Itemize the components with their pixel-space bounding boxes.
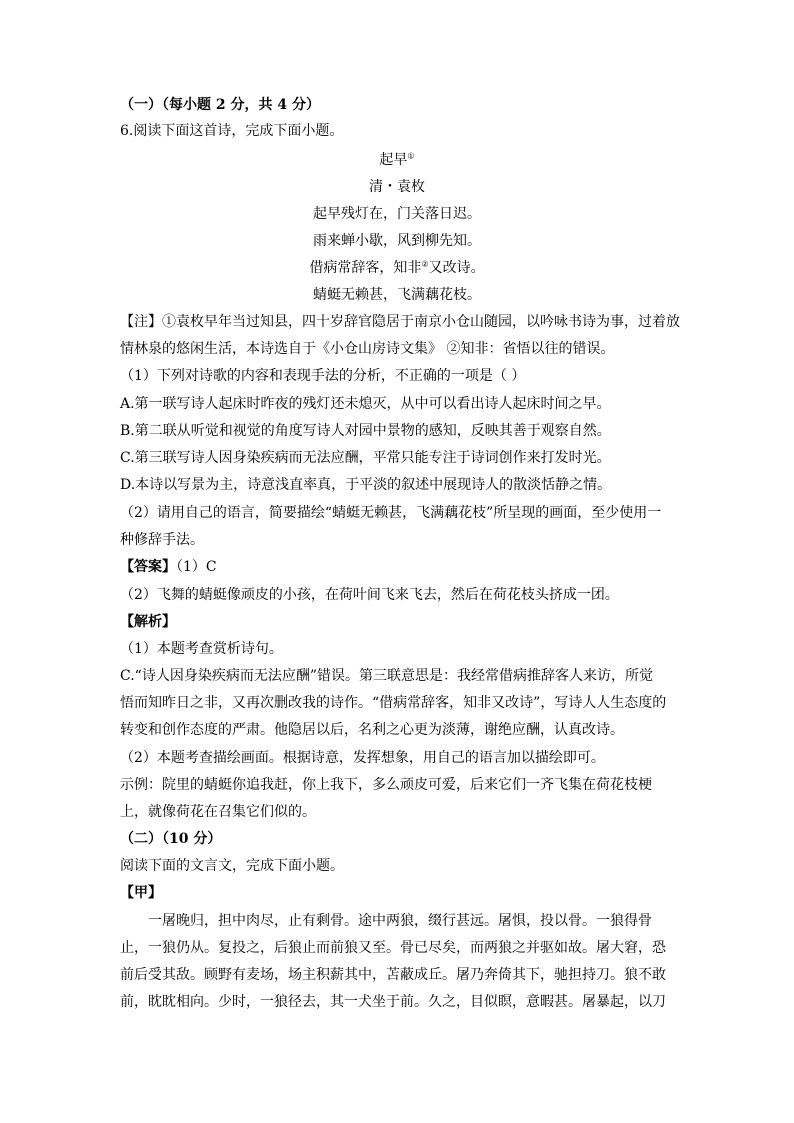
section1-header: （一）（每小题 2 分，共 4 分） — [120, 97, 320, 113]
question-2-line-2: 种修辞手法。 — [120, 532, 204, 548]
poem-title-text: 起早 — [379, 152, 408, 168]
analysis-line-5: （2）本题考查描绘画面。根据诗意，发挥想象，用自己的语言加以描绘即可。 — [120, 750, 605, 766]
section2-prompt: 阅读下面的文言文，完成下面小题。 — [120, 858, 344, 874]
poem-author: 清・袁枚 — [369, 179, 425, 195]
analysis-line-4: 转变和创作态度的严肃。他隐居以后，名利之心更为淡薄，谢绝应酬，认真改诗。 — [120, 722, 624, 738]
passage-line-3: 前后受其敌。顾野有麦场，场主积薪其中，苫蔽成丘。屠乃奔倚其下，驰担持刀。狼不敢 — [120, 967, 666, 983]
question-1-option-b: B.第二联从听觉和视觉的角度写诗人对园中景物的感知，反映其善于观察自然。 — [120, 423, 611, 439]
poem-line-1: 起早残灯在，门关落日迟。 — [313, 206, 481, 222]
poem-line-3-part-a: 借病常辞客，知非 — [309, 260, 422, 276]
poem-line-3 — [0, 258, 794, 278]
section2-header: （二）（10 分） — [120, 831, 222, 847]
question-1-option-c: C.第三联写诗人因身染疾病而无法应酬，平常只能专注于诗词创作来打发时光。 — [120, 450, 611, 466]
analysis-label: 【解析】 — [120, 614, 176, 630]
passage-line-2: 止，一狼仍从。复投之，后狼止而前狼又至。骨已尽矣，而两狼之并驱如故。屠大窘，恐 — [120, 940, 666, 956]
answer-1: （1）C — [176, 559, 217, 575]
passage-line-4: 前，眈眈相向。少时，一狼径去，其一犬坐于前。久之，目似瞑，意暇甚。屠暴起，以刀 — [120, 994, 666, 1010]
analysis-line-2: C.“诗人因身染疾病而无法应酬”错误。第三联意思是：我经常借病推辞客人来访，所觉 — [120, 668, 653, 684]
passage-line-1: 一屠晚归，担中肉尽，止有剩骨。途中两狼，缀行甚远。屠惧，投以骨。一狼得骨 — [148, 913, 652, 929]
analysis-line-6: 示例：院里的蜻蜓你追我赶，你上我下，多么顽皮可爱，后来它们一齐飞集在荷花枝梗 — [120, 777, 652, 793]
section1-prompt: 6.阅读下面这首诗，完成下面小题。 — [120, 123, 344, 139]
note-line-1: 【注】①袁枚早年当过知县，四十岁辞官隐居于南京小仓山随园，以吟咏书诗为事，过着放 — [120, 314, 680, 330]
poem-line-4: 蜻蜓无赖甚，飞满藕花枝。 — [313, 287, 481, 303]
poem-line-3-part-b: 又改诗。 — [428, 260, 485, 276]
note-line-2: 情林泉的悠闲生活，本诗选自于《小仓山房诗文集》 ②知非：省悟以往的错误。 — [120, 341, 615, 357]
analysis-line-3: 悟而知昨日之非，又再次删改我的诗作。“借病常辞客，知非又改诗”，写诗人人生态度的 — [120, 695, 667, 711]
answer-label: 【答案】 — [120, 559, 176, 575]
section2-jia-label: 【甲】 — [120, 885, 162, 901]
poem-line-2: 雨来蝉小歇，风到柳先知。 — [313, 233, 481, 249]
poem-line-3-note-mark: ② — [421, 259, 429, 269]
answer-2: （2）飞舞的蜻蜓像顽皮的小孩，在荷叶间飞来飞去，然后在荷花枝头挤成一团。 — [120, 587, 619, 603]
poem-title-note-mark: ① — [407, 151, 415, 161]
question-1-stem: （1）下列对诗歌的内容和表现手法的分析，不正确的一项是（ ） — [120, 368, 526, 384]
question-1-option-d: D.本诗以写景为主，诗意浅直率真，于平淡的叙述中展现诗人的散淡恬静之情。 — [120, 477, 612, 493]
analysis-line-7: 上，就像荷花在召集它们似的。 — [120, 804, 316, 820]
analysis-line-1: （1）本题考查赏析诗句。 — [120, 641, 283, 657]
answer-line-1 — [120, 557, 680, 577]
question-1-option-a: A.第一联写诗人起床时昨夜的残灯还未熄灭，从中可以看出诗人起床时间之早。 — [120, 396, 611, 412]
poem-title — [0, 150, 794, 170]
question-2-line-1: （2）请用自己的语言，简要描绘“蜻蜓无赖甚，飞满藕花枝”所呈现的画面，至少使用一 — [120, 505, 662, 521]
